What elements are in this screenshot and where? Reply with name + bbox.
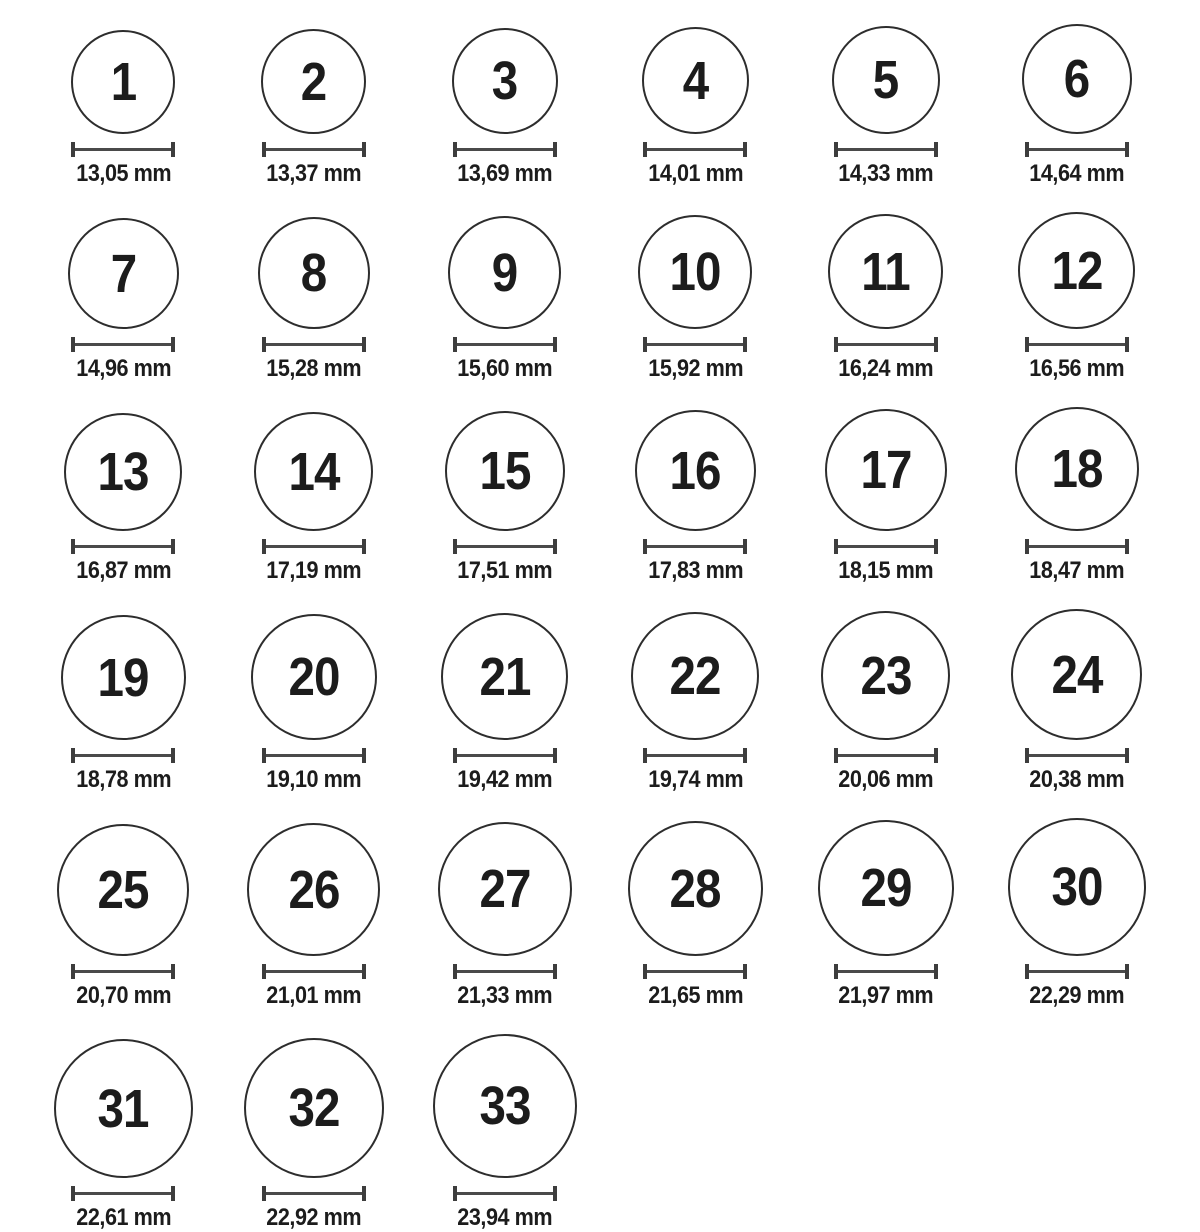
ring-size-number: 20 <box>288 647 340 707</box>
measure-bar <box>1029 970 1125 973</box>
ring-size-number: 2 <box>301 51 327 112</box>
ring-circle <box>452 28 558 134</box>
diameter-measure-line <box>643 748 747 763</box>
measure-bar <box>457 754 553 757</box>
diameter-measure-line <box>262 539 366 554</box>
ring-size-cell <box>54 1039 193 1232</box>
ring-size-cell <box>68 218 179 383</box>
ring-size-number: 30 <box>1051 857 1103 917</box>
measure-bar <box>266 148 362 151</box>
diameter-measure-line <box>1025 539 1129 554</box>
diameter-measure-line <box>643 337 747 352</box>
measure-bar <box>838 343 934 346</box>
measure-bar <box>75 148 171 151</box>
measure-bar <box>75 754 171 757</box>
ring-circle <box>825 409 947 531</box>
diameter-measure-line <box>834 337 938 352</box>
measure-bar <box>266 754 362 757</box>
ring-circle <box>251 614 377 740</box>
ring-size-cell <box>57 824 189 1010</box>
measure-bar <box>266 343 362 346</box>
diameter-label: 20,06 mm <box>838 766 934 793</box>
diameter-label: 13,37 mm <box>266 160 362 187</box>
measure-bar <box>457 1192 553 1195</box>
ring-size-cell <box>1015 407 1139 585</box>
ring-size-number: 23 <box>860 645 912 706</box>
ring-size-number: 19 <box>97 647 149 708</box>
ring-size-cell <box>638 215 752 383</box>
diameter-label: 14,01 mm <box>647 160 743 187</box>
ring-size-number: 18 <box>1051 439 1103 499</box>
ring-size-number: 15 <box>479 441 531 501</box>
ring-circle <box>258 217 370 329</box>
ring-size-cell <box>452 28 558 188</box>
diameter-label: 13,05 mm <box>75 160 171 187</box>
ring-size-number: 22 <box>669 646 721 706</box>
ring-size-cell <box>448 216 561 383</box>
ring-size-cell <box>261 29 366 188</box>
diameter-label: 15,28 mm <box>266 355 362 382</box>
ring-size-cell <box>818 820 954 1010</box>
diameter-label: 17,51 mm <box>457 557 553 584</box>
ring-size-cell <box>642 27 749 188</box>
ring-size-number: 27 <box>479 859 531 919</box>
ring-size-cell <box>1011 609 1142 794</box>
ring-circle <box>638 215 752 329</box>
ring-size-cell <box>828 214 943 383</box>
ring-circle <box>261 29 366 134</box>
ring-size-number: 6 <box>1063 49 1090 109</box>
ring-size-cell <box>628 821 763 1010</box>
diameter-measure-line <box>71 142 175 157</box>
ring-size-number: 28 <box>669 858 721 919</box>
ring-size-number: 26 <box>288 859 340 920</box>
ring-size-cell <box>247 823 380 1010</box>
ring-circle <box>433 1034 577 1178</box>
measure-bar <box>266 545 362 548</box>
ring-circle <box>71 30 175 134</box>
ring-size-number: 17 <box>860 440 912 500</box>
ring-circle <box>68 218 179 329</box>
ring-circle <box>832 26 940 134</box>
ring-circle <box>642 27 749 134</box>
diameter-label: 21,65 mm <box>647 982 743 1009</box>
diameter-label: 19,42 mm <box>457 766 553 793</box>
diameter-measure-line <box>643 142 747 157</box>
ring-size-number: 11 <box>861 241 911 302</box>
ring-size-number: 25 <box>97 860 149 920</box>
ring-circle <box>448 216 561 329</box>
ring-size-number: 7 <box>110 243 137 304</box>
ring-size-number: 31 <box>97 1078 149 1139</box>
ring-size-number: 21 <box>479 646 531 707</box>
diameter-label: 16,56 mm <box>1029 355 1125 382</box>
ring-size-number: 14 <box>288 441 340 502</box>
diameter-label: 15,60 mm <box>457 355 553 382</box>
ring-circle <box>445 411 565 531</box>
ring-circle <box>1015 407 1139 531</box>
ring-circle <box>628 821 763 956</box>
diameter-measure-line <box>1025 337 1129 352</box>
measure-bar <box>1029 754 1125 757</box>
measure-bar <box>1029 148 1125 151</box>
ring-size-cell <box>244 1038 384 1232</box>
ring-size-number: 32 <box>288 1078 340 1138</box>
ring-size-cell <box>441 613 568 794</box>
diameter-measure-line <box>834 964 938 979</box>
ring-circle <box>631 612 759 740</box>
ring-size-number: 12 <box>1051 240 1103 301</box>
diameter-measure-line <box>262 337 366 352</box>
diameter-label: 22,92 mm <box>266 1204 362 1231</box>
diameter-measure-line <box>71 964 175 979</box>
diameter-measure-line <box>453 539 557 554</box>
measure-bar <box>838 754 934 757</box>
ring-size-cell <box>1008 818 1146 1010</box>
ring-circle <box>1008 818 1146 956</box>
ring-size-cell <box>821 611 950 794</box>
ring-size-number: 5 <box>873 50 899 110</box>
diameter-label: 21,97 mm <box>838 982 934 1009</box>
ring-size-cell <box>71 30 176 188</box>
diameter-measure-line <box>453 1186 557 1201</box>
diameter-measure-line <box>1025 748 1129 763</box>
diameter-measure-line <box>834 539 938 554</box>
ring-circle <box>1018 212 1135 329</box>
diameter-label: 13,69 mm <box>457 160 553 187</box>
ring-size-cell <box>251 614 377 794</box>
ring-circle <box>57 824 189 956</box>
measure-bar <box>266 1192 362 1195</box>
diameter-measure-line <box>453 337 557 352</box>
diameter-label: 20,38 mm <box>1029 766 1125 793</box>
ring-circle <box>244 1038 384 1178</box>
diameter-label: 18,78 mm <box>75 766 171 793</box>
ring-circle <box>54 1039 193 1178</box>
ring-circle <box>818 820 954 956</box>
ring-circle <box>635 410 756 531</box>
diameter-label: 17,19 mm <box>266 557 362 584</box>
ring-size-cell <box>433 1034 577 1232</box>
measure-bar <box>647 343 743 346</box>
ring-circle <box>828 214 943 329</box>
measure-bar <box>457 970 553 973</box>
diameter-measure-line <box>262 964 366 979</box>
ring-circle <box>821 611 950 740</box>
ring-size-number: 33 <box>479 1076 531 1136</box>
diameter-label: 23,94 mm <box>457 1204 553 1231</box>
diameter-label: 22,29 mm <box>1029 982 1125 1009</box>
ring-size-cell <box>832 26 940 188</box>
measure-bar <box>457 545 553 548</box>
measure-bar <box>647 148 743 151</box>
ring-size-cell <box>631 612 759 794</box>
ring-size-cell <box>64 413 182 585</box>
measure-bar <box>457 148 553 151</box>
measure-bar <box>647 970 743 973</box>
ring-size-number: 8 <box>301 243 327 303</box>
ring-size-cell <box>825 409 947 585</box>
measure-bar <box>75 970 171 973</box>
ring-size-number: 3 <box>491 51 518 111</box>
diameter-label: 18,47 mm <box>1029 557 1125 584</box>
diameter-label: 14,64 mm <box>1029 160 1125 187</box>
diameter-measure-line <box>834 142 938 157</box>
ring-circle <box>61 615 186 740</box>
diameter-label: 22,61 mm <box>75 1204 171 1231</box>
measure-bar <box>1029 343 1125 346</box>
ring-size-number: 1 <box>110 52 137 112</box>
ring-size-number: 16 <box>669 440 721 501</box>
measure-bar <box>457 343 553 346</box>
diameter-measure-line <box>1025 142 1129 157</box>
ring-size-cell <box>1018 212 1135 383</box>
diameter-label: 19,10 mm <box>266 766 362 793</box>
ring-size-cell <box>258 217 370 383</box>
diameter-measure-line <box>71 539 175 554</box>
diameter-label: 20,70 mm <box>75 982 171 1009</box>
diameter-label: 14,96 mm <box>75 355 171 382</box>
diameter-label: 21,01 mm <box>266 982 362 1009</box>
ring-size-cell <box>61 615 186 794</box>
ring-size-cell <box>445 411 565 585</box>
ring-size-cell <box>438 822 572 1010</box>
diameter-measure-line <box>71 1186 175 1201</box>
diameter-measure-line <box>1025 964 1129 979</box>
ring-size-cell <box>1022 24 1132 188</box>
diameter-measure-line <box>453 964 557 979</box>
diameter-label: 16,24 mm <box>838 355 934 382</box>
ring-size-number: 13 <box>97 442 149 502</box>
diameter-measure-line <box>71 748 175 763</box>
diameter-label: 14,33 mm <box>838 160 934 187</box>
ring-size-number: 24 <box>1051 644 1103 705</box>
ring-circle <box>438 822 572 956</box>
diameter-measure-line <box>643 539 747 554</box>
measure-bar <box>1029 545 1125 548</box>
ring-circle <box>64 413 182 531</box>
ring-size-cell <box>254 412 373 585</box>
diameter-measure-line <box>71 337 175 352</box>
diameter-label: 18,15 mm <box>838 557 934 584</box>
ring-size-number: 29 <box>860 858 912 918</box>
diameter-label: 15,92 mm <box>647 355 743 382</box>
measure-bar <box>838 970 934 973</box>
measure-bar <box>75 1192 171 1195</box>
diameter-label: 17,83 mm <box>647 557 743 584</box>
diameter-label: 16,87 mm <box>75 557 171 584</box>
measure-bar <box>75 545 171 548</box>
measure-bar <box>266 970 362 973</box>
diameter-measure-line <box>834 748 938 763</box>
ring-size-number: 4 <box>682 50 709 111</box>
measure-bar <box>647 754 743 757</box>
diameter-measure-line <box>643 964 747 979</box>
ring-circle <box>247 823 380 956</box>
measure-bar <box>75 343 171 346</box>
diameter-measure-line <box>453 142 557 157</box>
measure-bar <box>838 545 934 548</box>
ring-size-cell <box>635 410 756 585</box>
diameter-measure-line <box>262 748 366 763</box>
ring-circle <box>441 613 568 740</box>
ring-circle <box>254 412 373 531</box>
ring-circle <box>1022 24 1132 134</box>
diameter-measure-line <box>262 1186 366 1201</box>
measure-bar <box>647 545 743 548</box>
diameter-measure-line <box>262 142 366 157</box>
ring-size-number: 10 <box>669 242 721 302</box>
diameter-measure-line <box>453 748 557 763</box>
ring-size-number: 9 <box>491 242 518 303</box>
diameter-label: 21,33 mm <box>457 982 553 1009</box>
ring-circle <box>1011 609 1142 740</box>
measure-bar <box>838 148 934 151</box>
diameter-label: 19,74 mm <box>647 766 743 793</box>
